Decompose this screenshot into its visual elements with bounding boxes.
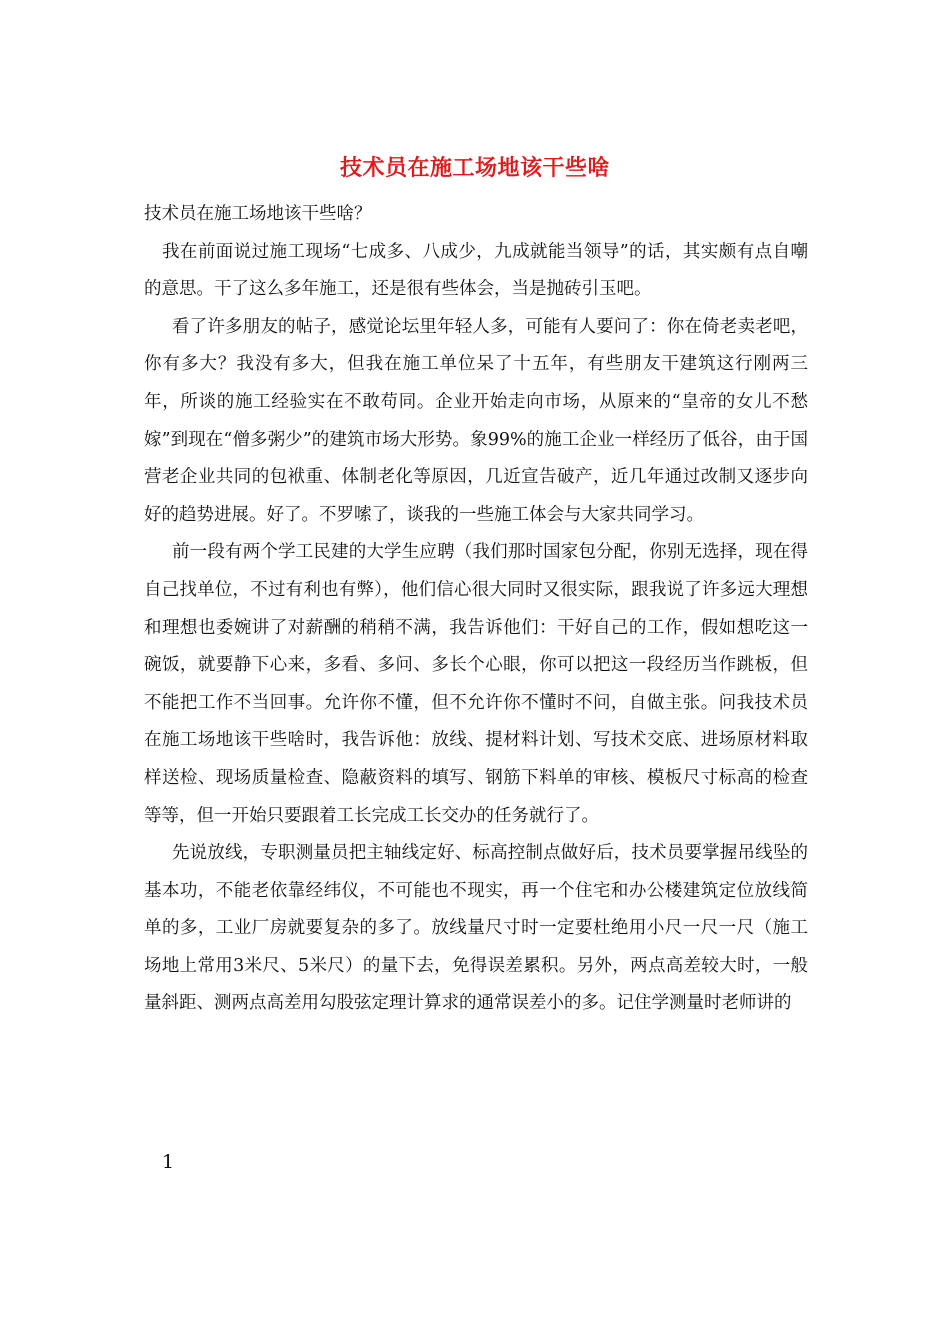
paragraph-subtitle: 技术员在施工场地该干些啥？ bbox=[144, 204, 372, 224]
document-body bbox=[144, 196, 808, 1023]
paragraph: 前一段有两个学工民建的大学生应聘（我们那时国家包分配，你别无选择，现在得自己找单位，不过有利也有弊），他们信心很大同时又很实际，跟我说了许多远大理想和理想也委婉讲了对薪酬的稍稍不满，我告诉他们：干好自己的工作，假如想吃这一碗饭，就要静下心来，多看、多问、多长个心眼，你可以把这一段经历当作跳板，但不能把工作不当回事。允许你不懂，但不允许你不懂时不问，自做主张。问我技术员在施工场地该干些啥时，我告诉他：放线、提材料计划、写技术交底、进场原材料取样送检、现场质量检查、隐蔽资料的填写、钢筋下料单的审核、模板尺寸标高的检查等等，但一开始只要跟着工长完成工长交办的任务就行了。 bbox=[144, 542, 808, 826]
paragraph: 先说放线，专职测量员把主轴线定好、标高控制点做好后，技术员要掌握吊线坠的基本功，不能老依靠经纬仪，不可能也不现实，再一个住宅和办公楼建筑定位放线简单的多，工业厂房就要复杂的多了。放线量尺寸时一定要杜绝用小尺一尺一尺（施工场地上常用3米尺、5米尺）的量下去，免得误差累积。另外，两点高差较大时，一般量斜距、测两点高差用勾股弦定理计算求的通常误差小的多。记住学测量时老师讲的 bbox=[144, 843, 808, 1014]
document-title: 技术员在施工场地该干些啥 bbox=[339, 155, 610, 181]
paragraph: 看了许多朋友的帖子，感觉论坛里年轻人多，可能有人要问了：你在倚老卖老吧，你有多大？我没有多大，但我在施工单位呆了十五年，有些朋友干建筑这行刚两三年，所谈的施工经验实在不敢苟同。企业开始走向市场，从原来的“皇帝的女儿不愁嫁”到现在“僧多粥少”的建筑市场大形势。象99%的施工企业一样经历了低谷，由于国营老企业共同的包袱重、体制老化等原因，几近宣告破产，近几年通过改制又逐步向好的趋势进展。好了。不罗嗦了，谈我的一些施工体会与大家共同学习。 bbox=[144, 316, 808, 525]
page-number: 1 bbox=[162, 1151, 175, 1173]
paragraph: 我在前面说过施工现场“七成多、八成少，九成就能当领导”的话，其实颇有点自嘲的意思。干了这么多年施工，还是很有些体会，当是抛砖引玉吧。 bbox=[144, 241, 808, 300]
